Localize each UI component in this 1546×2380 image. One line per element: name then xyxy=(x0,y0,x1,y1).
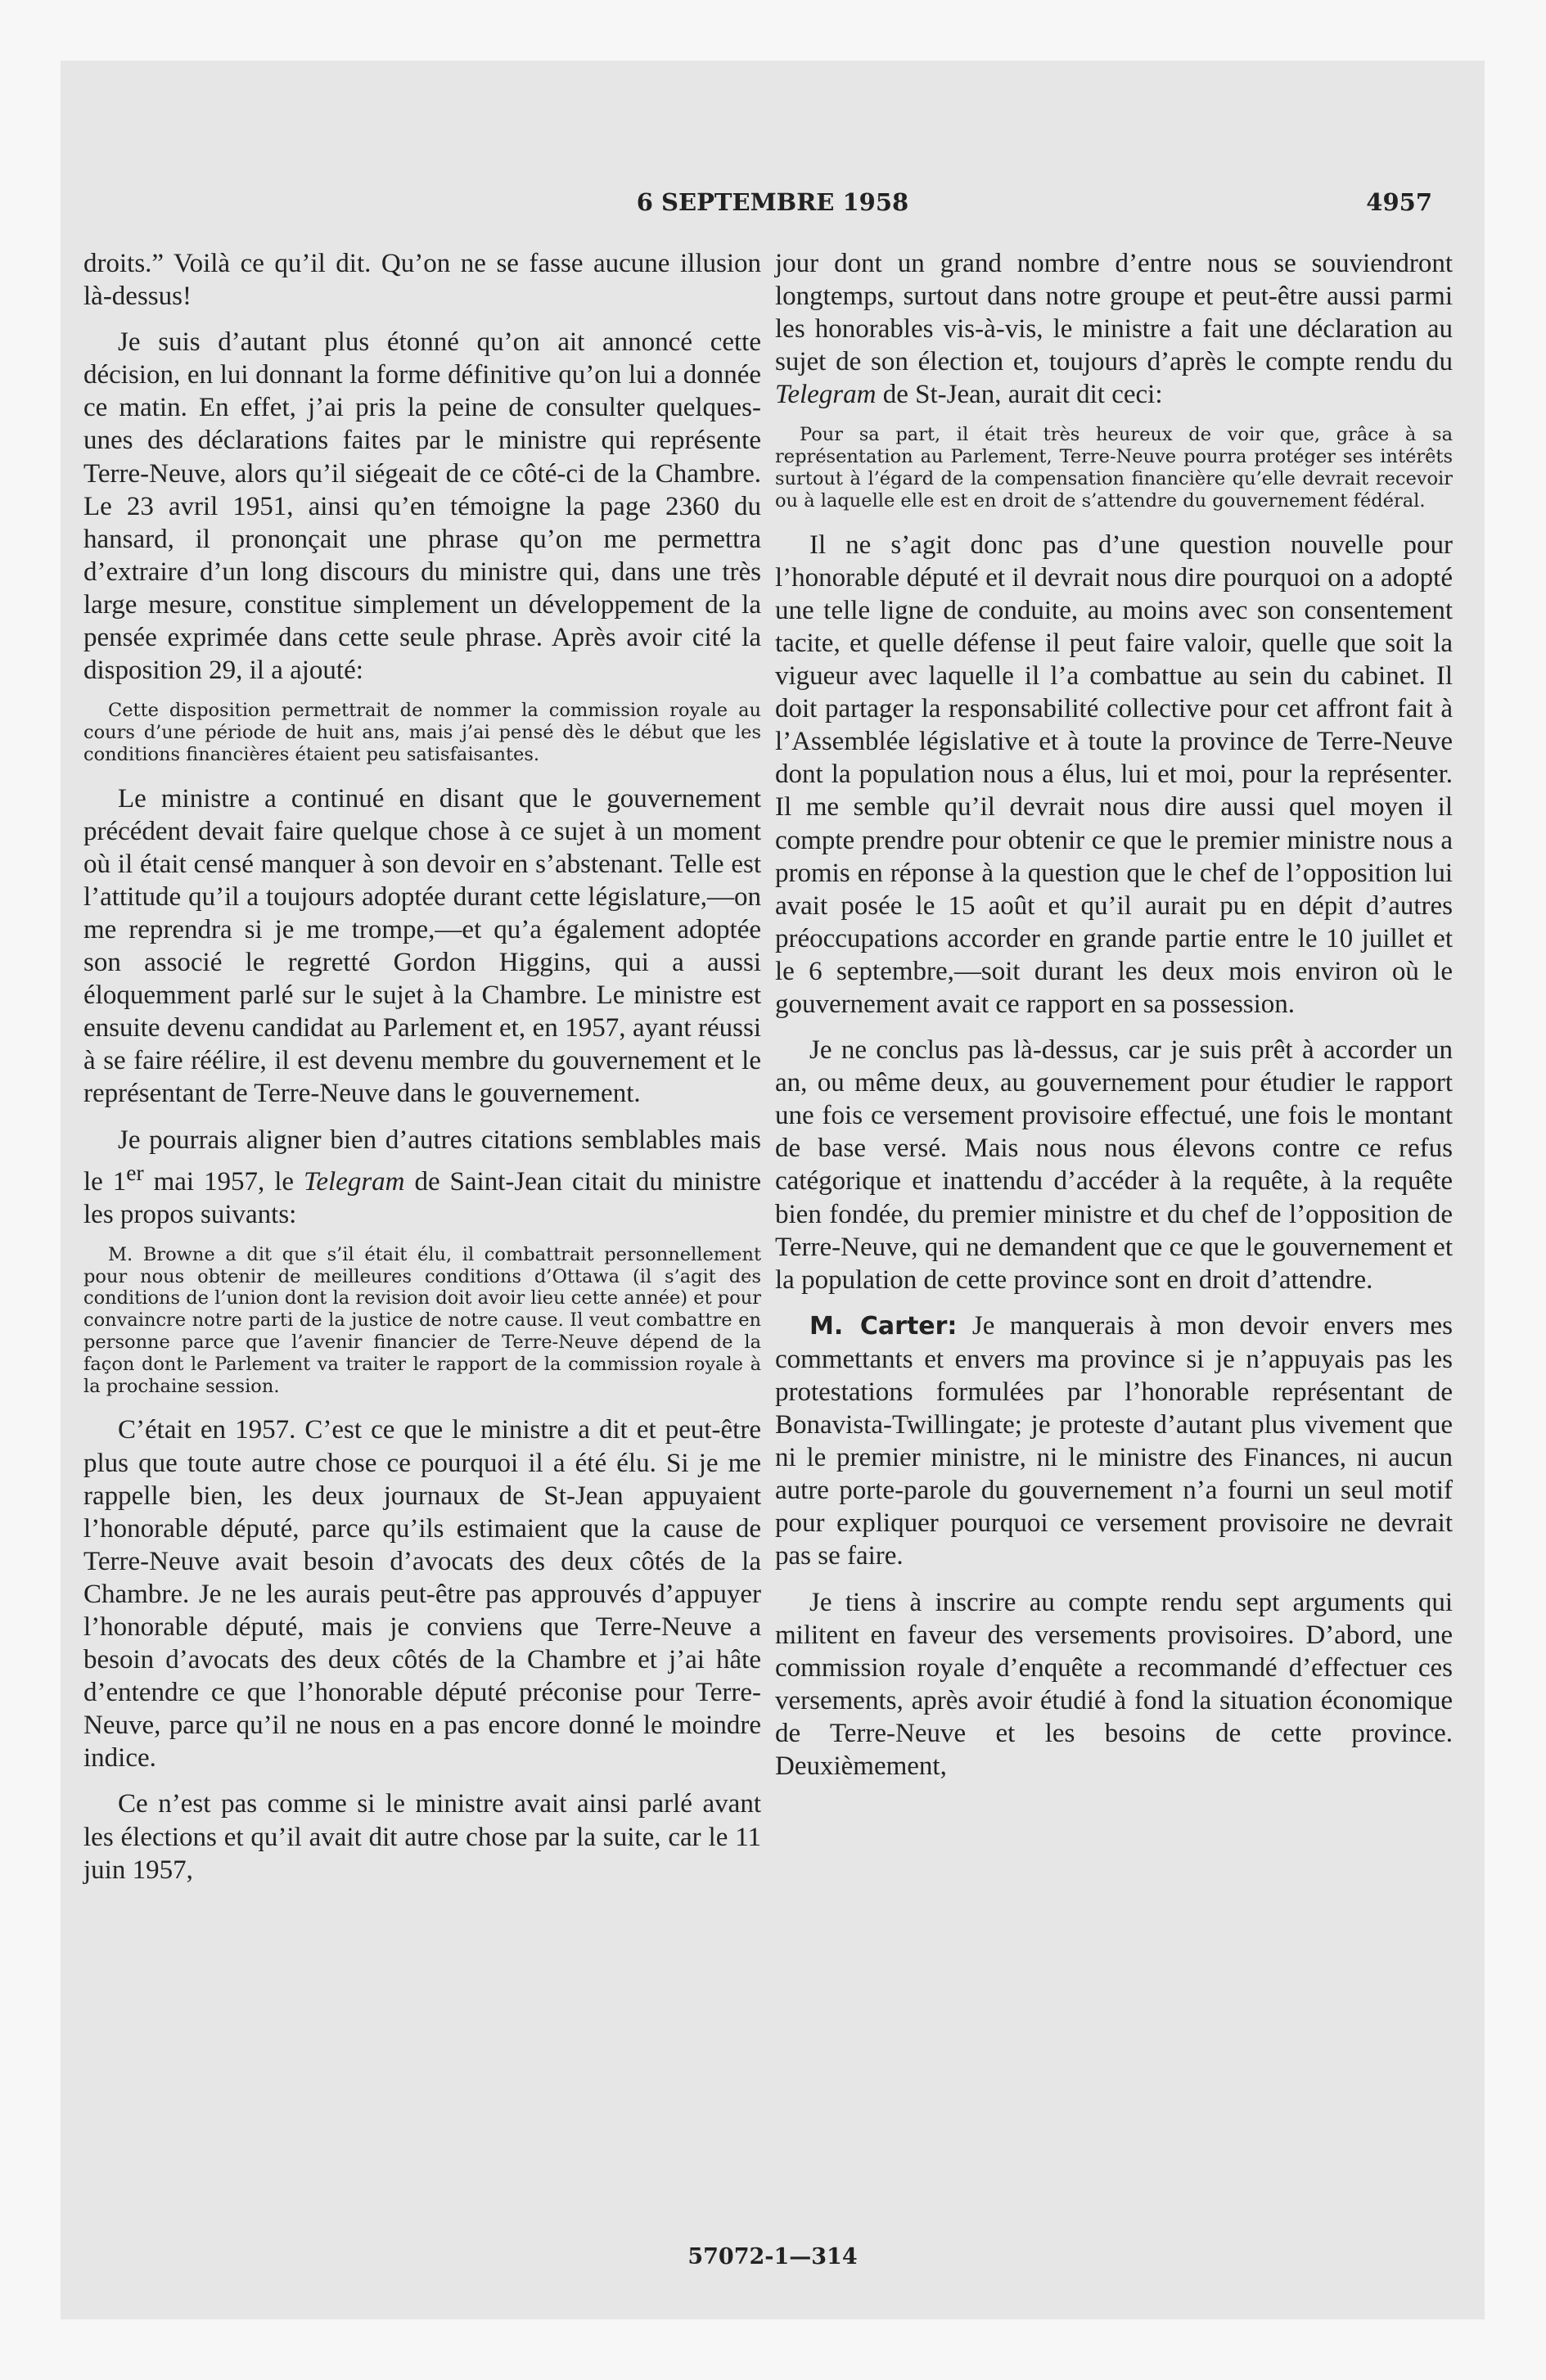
text-span: Je manquerais à mon devoir envers mes commettants et envers ma province si je n’appuyais pas les protestations formulées par l’honorable représentant de Bonavista-Twillingate; je proteste d’autant plus vivement que ni le premier ministre, ni le ministre des Finances, ni aucun autre porte-parole du gouvernement n’a fourni un seul motif pour expliquer pourquoi ce versement provisoire ne devrait pas se faire. xyxy=(775,1310,1453,1571)
text-span: de St-Jean, aurait dit ceci: xyxy=(876,380,1163,410)
speaker-name: M. Carter: xyxy=(809,1311,958,1341)
paragraph: Le ministre a continué en disant que le gouvernement précédent devait faire quelque chose à ce sujet à un moment où il était censé manquer à son devoir en s’abstenant. Telle est l’attitude qu’il a toujours adoptée durant cette législature,—on me reprendra si je me trompe,—et qu’a également adoptée son associé le regretté Gordon Higgins, qui a aussi éloquemment parlé sur le sujet à la Chambre. Le ministre est ensuite devenu candidat au Parlement et, en 1957, ayant réussi à se faire réélire, il est devenu membre du gouvernement et le représentant de Terre-Neuve dans le gouvernement. xyxy=(83,783,761,1109)
paragraph: Je ne conclus pas là-dessus, car je suis prêt à accorder un an, ou même deux, au gouvernement pour étudier le rapport une fois ce versement provisoire effectué, une fois le montant de base versé. Mais nous nous élevons contre ce refus catégorique et inattendu d’accéder à la requête, à la requête bien fondée, du premier ministre et du chef de l’opposition de Terre-Neuve, qui ne demandent que ce que le gouvernement et la population de cette province sont en droit d’attendre. xyxy=(775,1035,1453,1295)
paragraph xyxy=(83,1124,761,1231)
block-quote: M. Browne a dit que s’il était élu, il combattrait personnellement pour nous obtenir de meilleures conditions d’Ottawa (il s’agit des conditions de l’union dont la revision doit avoir lieu cette année) et pour convaincre notre parti de la justice de notre cause. Il veut combattre en personne parce que l’avenir financier de Terre-Neuve dépend de la façon dont le Parlement va traiter le rapport de la commission royale à la prochaine session. xyxy=(83,1243,761,1397)
paragraph: Je tiens à inscrire au compte rendu sept arguments qui militent en faveur des versements provisoires. D’abord, une commission royale d’enquête a recommandé d’effectuer ces versements, après avoir étudié à fond la situation économique de Terre-Neuve et les besoins de cette province. Deuxièmement, xyxy=(775,1587,1453,1782)
paragraph: C’était en 1957. C’est ce que le ministre a dit et peut-être plus que toute autre chose ce pourquoi il a été élu. Si je me rappelle bien, les deux journaux de St-Jean appuyaient l’honorable député, parce qu’ils estimaient que la cause de Terre-Neuve avait besoin d’avocats des deux côtés de la Chambre. Je ne les aurais peut-être pas approuvés d’appuyer l’honorable député, mais je conviens que Terre-Neuve a besoin d’avocats des deux côtés de la Chambre et j’ai hâte d’entendre ce que l’honorable député préconise pour Terre-Neuve, parce qu’il ne nous en a pas encore donné le moindre indice. xyxy=(83,1415,761,1774)
page-header xyxy=(61,188,1485,221)
page-number: 4957 xyxy=(1366,188,1432,216)
page-footer-code: 57072-1—314 xyxy=(687,2244,858,2270)
paragraph: droits.” Voilà ce qu’il dit. Qu’on ne se fasse aucune illusion là-dessus! xyxy=(83,249,761,312)
right-column xyxy=(775,247,1453,1796)
paragraph: Ce n’est pas comme si le ministre avait ainsi parlé avant les élections et qu’il avait dit autre chose par la suite, car le 11 juin 1957, xyxy=(83,1789,761,1885)
paragraph xyxy=(775,247,1453,411)
block-quote: Cette disposition permettrait de nommer la commission royale au cours d’une période de huit ans, mais j’ai pensé dès le début que les conditions financières étaient peu satisfaisantes. xyxy=(83,700,761,765)
text-span: jour dont un grand nombre d’entre nous se souviendront longtemps, surtout dans notre groupe et peut-être aussi parmi les honorables vis-à-vis, le ministre a fait une déclaration au sujet de son élection et, toujours d’après le compte rendu du xyxy=(775,249,1453,377)
newspaper-title: Telegram xyxy=(304,1166,405,1197)
text-span: de Saint-Jean citait du ministre les propos suivants: xyxy=(83,1166,761,1229)
paragraph: Je suis d’autant plus étonné qu’on ait annoncé cette décision, en lui donnant la forme définitive qu’on lui a donnée ce matin. En effet, j’ai pris la peine de consulter quelques-unes des déclarations faites par le ministre qui représente Terre-Neuve, alors qu’il siégeait de ce côté-ci de la Chambre. Le 23 avril 1951, ainsi qu’en témoigne la page 2360 du hansard, il prononçait une phrase qu’on me permettra d’extraire d’un long discours du ministre qui, dans une très large mesure, constitue simplement un développement de la pensée exprimée dans cette seule phrase. Après avoir cité la disposition 29, il a ajouté: xyxy=(83,327,761,686)
left-column xyxy=(83,247,761,1900)
scanned-page xyxy=(61,61,1485,2319)
paragraph: Il ne s’agit donc pas d’une question nouvelle pour l’honorable député et il devrait nous dire pourquoi on a adopté une telle ligne de conduite, au moins avec son consentement tacite, et quelle défense il peut faire valoir, quelle que soit la vigueur avec laquelle il l’a combattue au sein du cabinet. Il doit partager la responsabilité collective pour cet affront fait à l’Assemblée législative et à toute la province de Terre-Neuve dont la population nous a élus, lui et moi, pour la représenter. Il me semble qu’il devrait nous dire aussi quel moyen il compte prendre pour obtenir ce que le premier ministre nous a promis en réponse à la question que le chef de l’opposition lui avait posée le 15 août et qu’il aurait pu en dépit d’autres préoccupations accorder en grande partie entre le 10 juillet et le 6 septembre,—soit durant les deux mois environ où le gouvernement avait ce rapport en sa possession. xyxy=(775,530,1453,1019)
newspaper-title: Telegram xyxy=(775,380,877,410)
block-quote: Pour sa part, il était très heureux de voir que, grâce à sa représentation au Parlement, Terre-Neuve pourra protéger ses intérêts surtout à l’égard de la compensation financière qu’elle devrait recevoir ou à laquelle elle est en droit de s’attendre du gouvernement fédéral. xyxy=(775,424,1453,512)
text-span: mai 1957, le xyxy=(143,1166,304,1197)
page-date: 6 SEPTEMBRE 1958 xyxy=(636,188,909,216)
superscript: er xyxy=(126,1159,144,1185)
text-span: Je pourrais aligner bien d’autres citations semblables mais le 1 xyxy=(83,1125,761,1197)
paragraph xyxy=(775,1309,1453,1573)
